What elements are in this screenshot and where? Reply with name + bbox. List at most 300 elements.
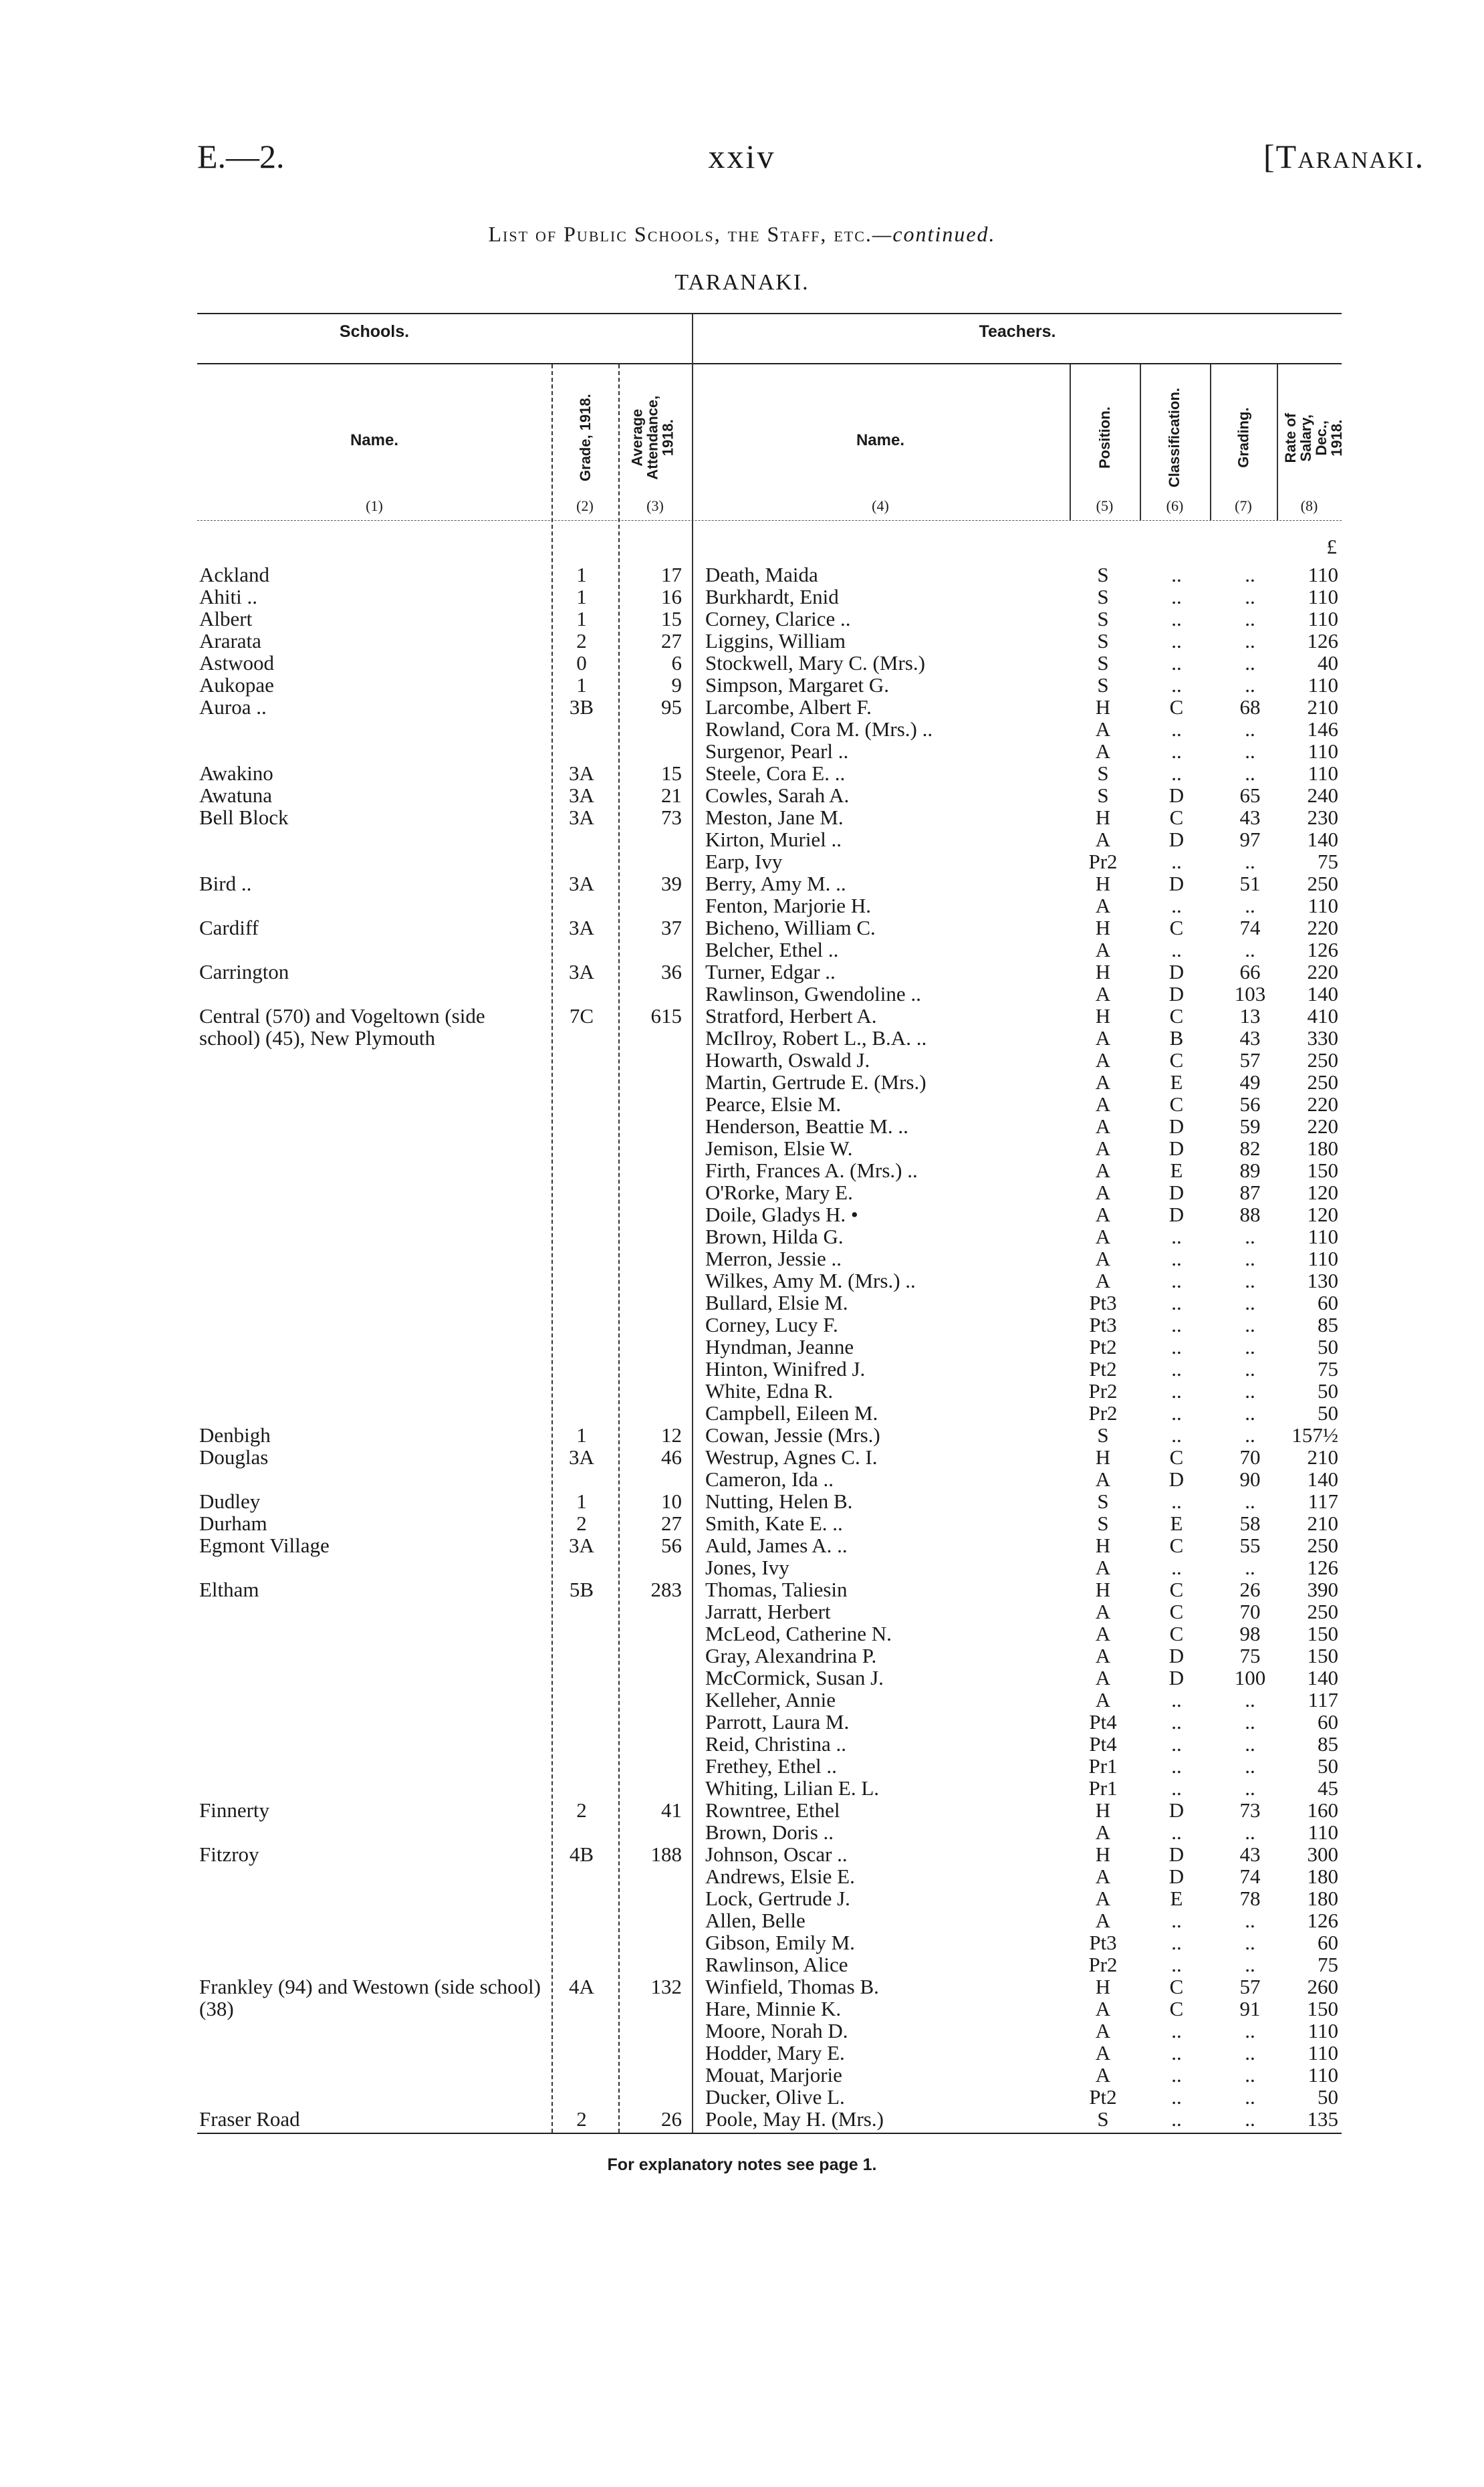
teacher-name: Belcher, Ethel .. [705,938,839,961]
school-name: Awakino [199,761,273,785]
teacher-grading: 43 [1239,806,1261,829]
teacher-grading: .. [1245,585,1255,608]
teacher-classification: .. [1171,1401,1182,1425]
teacher-salary: 146 [1307,717,1338,741]
teacher-grading: 13 [1239,1004,1261,1028]
teacher-name: Whiting, Lilian E. L. [705,1776,880,1800]
teacher-grading: 70 [1239,1445,1261,1469]
teacher-salary: 50 [1318,1335,1338,1358]
teacher-grading: 66 [1239,960,1261,983]
teacher-name: Andrews, Elsie E. [705,1865,855,1888]
school-grade: 1 [576,1423,587,1447]
col-grade-label: Grade, 1918. [576,394,594,482]
teacher-grading: 100 [1234,1666,1266,1689]
school-attendance: 615 [650,1004,682,1028]
col-salary [1281,374,1346,501]
teacher-salary: 230 [1307,806,1338,829]
teacher-salary: 120 [1307,1181,1338,1204]
teacher-name: Cowan, Jessie (Mrs.) [705,1423,880,1447]
teacher-grading: .. [1245,1490,1255,1513]
teacher-name: White, Edna R. [705,1379,834,1403]
teacher-grading: .. [1245,894,1255,917]
col-number: (2) [576,497,594,514]
col-position-label: Position. [1096,406,1113,469]
footnote: For explanatory notes see page 1. [607,2155,877,2174]
region-ref: [Taranaki. [1263,138,1425,175]
teacher-position: H [1095,1975,1111,1998]
school-attendance: 21 [661,784,682,807]
teacher-position: Pt3 [1089,1313,1117,1336]
teacher-salary: 60 [1318,1931,1338,1954]
teacher-position: Pt4 [1089,1710,1117,1734]
col-number: (1) [366,497,383,514]
teacher-classification: .. [1171,1357,1182,1381]
teacher-position: S [1097,585,1109,608]
teacher-classification: .. [1171,1291,1182,1314]
school-grade: 5B [569,1578,594,1601]
teacher-classification: .. [1171,1931,1182,1954]
teacher-classification: D [1168,960,1185,983]
teacher-classification: D [1168,1798,1185,1822]
teacher-position: Pt2 [1089,1335,1117,1358]
school-name: Auroa .. [199,695,267,719]
teacher-position: H [1095,916,1111,939]
teacher-classification: .. [1171,850,1182,873]
teacher-classification: D [1168,982,1185,1005]
teacher-name: Surgenor, Pearl .. [705,739,849,763]
school-name: Eltham [199,1578,259,1601]
col-classification-label: Classification. [1166,388,1183,488]
teacher-grading: .. [1245,1269,1255,1292]
teacher-salary: 150 [1307,1159,1338,1182]
teacher-salary: 410 [1307,1004,1338,1028]
teacher-name: Rowland, Cora M. (Mrs.) .. [705,717,933,741]
teacher-salary: 110 [1308,2019,1338,2042]
teacher-classification: D [1168,1467,1185,1491]
teacher-position: H [1095,1004,1111,1028]
teacher-salary: 126 [1307,938,1338,961]
teacher-salary: 220 [1307,960,1338,983]
teacher-grading: .. [1245,1909,1255,1932]
teacher-grading: 90 [1239,1467,1261,1491]
page-number: xxiv [708,138,776,175]
teacher-salary: 117 [1308,1490,1338,1513]
teacher-salary: 250 [1307,1048,1338,1072]
teacher-classification: .. [1171,1732,1182,1756]
teacher-salary: 126 [1307,629,1338,653]
teacher-classification: C [1169,806,1184,829]
teacher-grading: 26 [1239,1578,1261,1601]
teacher-position: A [1095,1092,1111,1116]
teacher-position: Pt4 [1089,1732,1117,1756]
school-name: Bell Block [199,806,289,829]
col-number: (6) [1166,497,1184,514]
school-attendance: 27 [661,629,682,653]
column-divider [692,314,693,2133]
teacher-classification: .. [1171,1423,1182,1447]
teacher-position: H [1095,1578,1111,1601]
teacher-grading: .. [1245,607,1255,630]
teacher-salary: 220 [1307,1092,1338,1116]
teacher-position: S [1097,629,1109,653]
teacher-name: Bullard, Elsie M. [705,1291,848,1314]
school-name: Astwood [199,651,274,675]
teacher-name: Hinton, Winifred J. [705,1357,866,1381]
teacher-salary: 110 [1308,2041,1338,2064]
teacher-grading: 49 [1239,1070,1261,1094]
teacher-grading: 91 [1239,1997,1261,2020]
teacher-name: Simpson, Margaret G. [705,673,889,697]
teacher-classification: C [1169,1092,1184,1116]
teacher-position: A [1095,1048,1111,1072]
school-grade: 4B [569,1843,594,1866]
school-attendance: 56 [661,1534,682,1557]
school-name: Aukopae [199,673,274,697]
teacher-salary: 50 [1318,1379,1338,1403]
teacher-grading: .. [1245,2085,1255,2109]
teacher-classification: C [1169,1534,1184,1557]
teacher-grading: 73 [1239,1798,1261,1822]
school-attendance: 17 [661,563,682,586]
school-attendance: 283 [650,1578,682,1601]
school-grade: 2 [576,1798,587,1822]
col-number: (8) [1300,497,1318,514]
teacher-salary: 40 [1318,651,1338,675]
teacher-name: Meston, Jane M. [705,806,844,829]
teacher-position: A [1095,1666,1111,1689]
teacher-position: S [1097,1512,1109,1535]
teacher-classification: .. [1171,585,1182,608]
teacher-position: A [1095,2063,1111,2087]
teacher-name: Johnson, Oscar .. [705,1843,848,1866]
teacher-classification: D [1168,1644,1185,1667]
teacher-grading: .. [1245,1953,1255,1976]
teacher-name: Liggins, William [705,629,846,653]
teacher-position: S [1097,784,1109,807]
teacher-salary: 50 [1318,2085,1338,2109]
teacher-classification: C [1169,1004,1184,1028]
region-heading: TARANAKI. [674,270,810,295]
teacher-salary: 140 [1307,1666,1338,1689]
teacher-classification: .. [1171,938,1182,961]
teacher-name: Corney, Clarice .. [705,607,851,630]
school-grade: 1 [576,673,587,697]
school-name: Douglas [199,1445,269,1469]
teacher-grading: .. [1245,1688,1255,1711]
teacher-position: Pt3 [1089,1291,1117,1314]
teacher-classification: .. [1171,629,1182,653]
teacher-salary: 130 [1307,1269,1338,1292]
teacher-position: A [1095,1887,1111,1910]
teacher-grading: .. [1245,651,1255,675]
teacher-grading: .. [1245,2041,1255,2064]
teacher-name: Auld, James A. .. [705,1534,848,1557]
teacher-grading: .. [1245,1820,1255,1844]
teacher-position: A [1095,1114,1111,1138]
teacher-name: Rawlinson, Gwendoline .. [705,982,921,1005]
teacher-salary: 220 [1307,916,1338,939]
teacher-salary: 300 [1307,1843,1338,1866]
teacher-grading: .. [1245,2019,1255,2042]
school-attendance: 46 [661,1445,682,1469]
teacher-grading: .. [1245,1754,1255,1778]
teacher-position: H [1095,1534,1111,1557]
teacher-salary: 240 [1307,784,1338,807]
teacher-grading: .. [1245,2063,1255,2087]
teacher-salary: 150 [1307,1997,1338,2020]
teacher-classification: .. [1171,563,1182,586]
teacher-salary: 126 [1307,1909,1338,1932]
teacher-position: A [1095,1865,1111,1888]
col-school-name: Name. [350,431,399,449]
teacher-position: Pr2 [1088,1953,1118,1976]
teacher-salary: 180 [1307,1865,1338,1888]
currency-symbol: £ [1326,535,1337,558]
teacher-grading: 68 [1239,695,1261,719]
teacher-position: H [1095,1798,1111,1822]
teacher-salary: 250 [1307,1600,1338,1623]
teacher-name: Earp, Ivy [705,850,783,873]
teacher-name: Frethey, Ethel .. [705,1754,837,1778]
teacher-classification: C [1169,916,1184,939]
teacher-name: McLeod, Catherine N. [705,1622,892,1645]
teacher-position: A [1095,1026,1111,1050]
teacher-name: Hyndman, Jeanne [705,1335,854,1358]
header-bottom-rule [197,520,1342,521]
teacher-grading: 82 [1239,1137,1261,1160]
school-grade: 3B [569,695,594,719]
school-grade: 3A [569,806,594,829]
teacher-salary: 150 [1307,1644,1338,1667]
teacher-name: Brown, Doris .. [705,1820,834,1844]
teacher-salary: 180 [1307,1137,1338,1160]
teacher-name: Rawlinson, Alice [705,1953,848,1976]
teacher-grading: 51 [1239,872,1261,895]
school-attendance: 36 [661,960,682,983]
teacher-name: Kirton, Muriel .. [705,828,842,851]
school-attendance: 132 [650,1975,682,1998]
teacher-name: Poole, May H. (Mrs.) [705,2107,884,2131]
teacher-name: Jarratt, Herbert [705,1600,831,1623]
teacher-grading: 55 [1239,1534,1261,1557]
teacher-classification: .. [1171,894,1182,917]
teacher-salary: 117 [1308,1688,1338,1711]
school-attendance: 9 [671,673,682,697]
teacher-salary: 250 [1307,1534,1338,1557]
col-salary-label: Rate of Salary, Dec., 1918. [1281,412,1346,463]
page-title [0,222,1484,247]
teacher-salary: 220 [1307,1114,1338,1138]
teacher-position: A [1095,938,1111,961]
school-attendance: 12 [661,1423,682,1447]
teacher-classification: .. [1171,1909,1182,1932]
column-divider [618,364,620,2133]
teacher-grading: .. [1245,1556,1255,1579]
teacher-name: Winfield, Thomas B. [705,1975,879,1998]
teacher-classification: .. [1171,1953,1182,1976]
teacher-position: A [1095,1997,1111,2020]
teacher-classification: .. [1171,607,1182,630]
teacher-classification: C [1169,1578,1184,1601]
teacher-classification: D [1168,1865,1185,1888]
teacher-salary: 45 [1318,1776,1338,1800]
teacher-grading: 89 [1239,1159,1261,1182]
teacher-salary: 60 [1318,1710,1338,1734]
teacher-name: O'Rorke, Mary E. [705,1181,853,1204]
teacher-grading: .. [1245,563,1255,586]
teacher-salary: 330 [1307,1026,1338,1050]
teacher-grading: 75 [1239,1644,1261,1667]
teacher-classification: .. [1171,1313,1182,1336]
school-grade: 4A [569,1975,594,1998]
school-grade: 3A [569,872,594,895]
teacher-salary: 110 [1308,1247,1338,1270]
teacher-salary: 180 [1307,1887,1338,1910]
teacher-salary: 390 [1307,1578,1338,1601]
teacher-grading: .. [1245,1335,1255,1358]
col-classification [1153,374,1196,501]
teacher-classification: C [1169,1622,1184,1645]
teacher-position: A [1095,1137,1111,1160]
teacher-grading: .. [1245,1357,1255,1381]
teacher-classification: .. [1171,1269,1182,1292]
teacher-salary: 120 [1307,1203,1338,1226]
teacher-name: Death, Maida [705,563,818,586]
teacher-grading: .. [1245,850,1255,873]
teacher-position: S [1097,673,1109,697]
col-grade [564,374,606,501]
teacher-position: H [1095,1843,1111,1866]
teacher-classification: .. [1171,717,1182,741]
teacher-grading: 58 [1239,1512,1261,1535]
teacher-classification: C [1169,1600,1184,1623]
teacher-name: Steele, Cora E. .. [705,761,846,785]
school-grade: 0 [576,651,587,675]
teacher-name: McIlroy, Robert L., B.A. .. [705,1026,927,1050]
school-attendance: 15 [661,607,682,630]
teacher-position: A [1095,1159,1111,1182]
school-attendance: 37 [661,916,682,939]
teacher-position: Pr2 [1088,1379,1118,1403]
teacher-name: Gray, Alexandrina P. [705,1644,877,1667]
teacher-grading: 88 [1239,1203,1261,1226]
teacher-grading: .. [1245,717,1255,741]
school-grade: 3A [569,1534,594,1557]
teacher-grading: .. [1245,673,1255,697]
teacher-position: Pt3 [1089,1931,1117,1954]
teacher-name: Mouat, Marjorie [705,2063,842,2087]
teacher-position: A [1095,1070,1111,1094]
school-name: Dudley [199,1490,261,1513]
teacher-name: Larcombe, Albert F. [705,695,872,719]
teacher-position: S [1097,607,1109,630]
teacher-name: Nutting, Helen B. [705,1490,853,1513]
teacher-name: Merron, Jessie .. [705,1247,842,1270]
col-number: (7) [1235,497,1252,514]
school-grade: 2 [576,629,587,653]
title-suffix: —continued. [872,222,996,246]
school-attendance: 73 [661,806,682,829]
teacher-position: A [1095,1269,1111,1292]
teacher-classification: .. [1171,1247,1182,1270]
school-grade: 7C [569,1004,594,1028]
school-grade: 3A [569,960,594,983]
teacher-name: Rowntree, Ethel [705,1798,840,1822]
school-name: Cardiff [199,916,259,939]
teacher-classification: D [1168,1137,1185,1160]
school-grade: 3A [569,1445,594,1469]
teacher-classification: .. [1171,673,1182,697]
school-attendance: 10 [661,1490,682,1513]
teacher-name: Lock, Gertrude J. [705,1887,850,1910]
teacher-classification: .. [1171,739,1182,763]
teacher-position: A [1095,1820,1111,1844]
school-attendance: 39 [661,872,682,895]
school-grade: 1 [576,607,587,630]
teacher-classification: .. [1171,1776,1182,1800]
teacher-classification: .. [1171,1710,1182,1734]
teacher-position: A [1095,1203,1111,1226]
teacher-classification: D [1168,872,1185,895]
teacher-grading: .. [1245,2107,1255,2131]
teacher-classification: .. [1171,651,1182,675]
teacher-classification: E [1170,1512,1183,1535]
teacher-classification: .. [1171,1688,1182,1711]
teacher-position: A [1095,2041,1111,2064]
teacher-position: Pr1 [1088,1754,1118,1778]
school-attendance: 41 [661,1798,682,1822]
teacher-name: Cameron, Ida .. [705,1467,834,1491]
teacher-name: Ducker, Olive L. [705,2085,845,2109]
teacher-salary: 160 [1307,1798,1338,1822]
teacher-classification: E [1170,1159,1183,1182]
teacher-salary: 135 [1307,2107,1338,2131]
col-grading [1222,374,1265,501]
teacher-name: Moore, Norah D. [705,2019,848,2042]
teacher-name: Kelleher, Annie [705,1688,836,1711]
teacher-classification: C [1169,1975,1184,1998]
teacher-position: A [1095,1467,1111,1491]
teacher-salary: 110 [1308,739,1338,763]
teacher-salary: 75 [1318,1953,1338,1976]
teacher-salary: 50 [1318,1401,1338,1425]
teacher-grading: .. [1245,761,1255,785]
teacher-grading: .. [1245,1379,1255,1403]
teacher-salary: 210 [1307,695,1338,719]
teacher-classification: .. [1171,761,1182,785]
teacher-classification: C [1169,1997,1184,2020]
teacher-position: S [1097,1490,1109,1513]
teacher-position: H [1095,1445,1111,1469]
teacher-grading: 74 [1239,1865,1261,1888]
teacher-name: Parrott, Laura M. [705,1710,850,1734]
teacher-name: Howarth, Oswald J. [705,1048,870,1072]
teacher-classification: .. [1171,1225,1182,1248]
school-grade: 1 [576,1490,587,1513]
teacher-salary: 85 [1318,1313,1338,1336]
school-name: Albert [199,607,253,630]
teacher-grading: 70 [1239,1600,1261,1623]
teacher-salary: 250 [1307,1070,1338,1094]
teacher-classification: B [1169,1026,1184,1050]
school-attendance: 95 [661,695,682,719]
teacher-classification: D [1168,1203,1185,1226]
teacher-salary: 140 [1307,828,1338,851]
title-main: List of Public Schools, the Staff, etc. [488,222,872,246]
school-name: Ahiti .. [199,585,257,608]
teacher-salary: 210 [1307,1445,1338,1469]
teacher-position: H [1095,806,1111,829]
